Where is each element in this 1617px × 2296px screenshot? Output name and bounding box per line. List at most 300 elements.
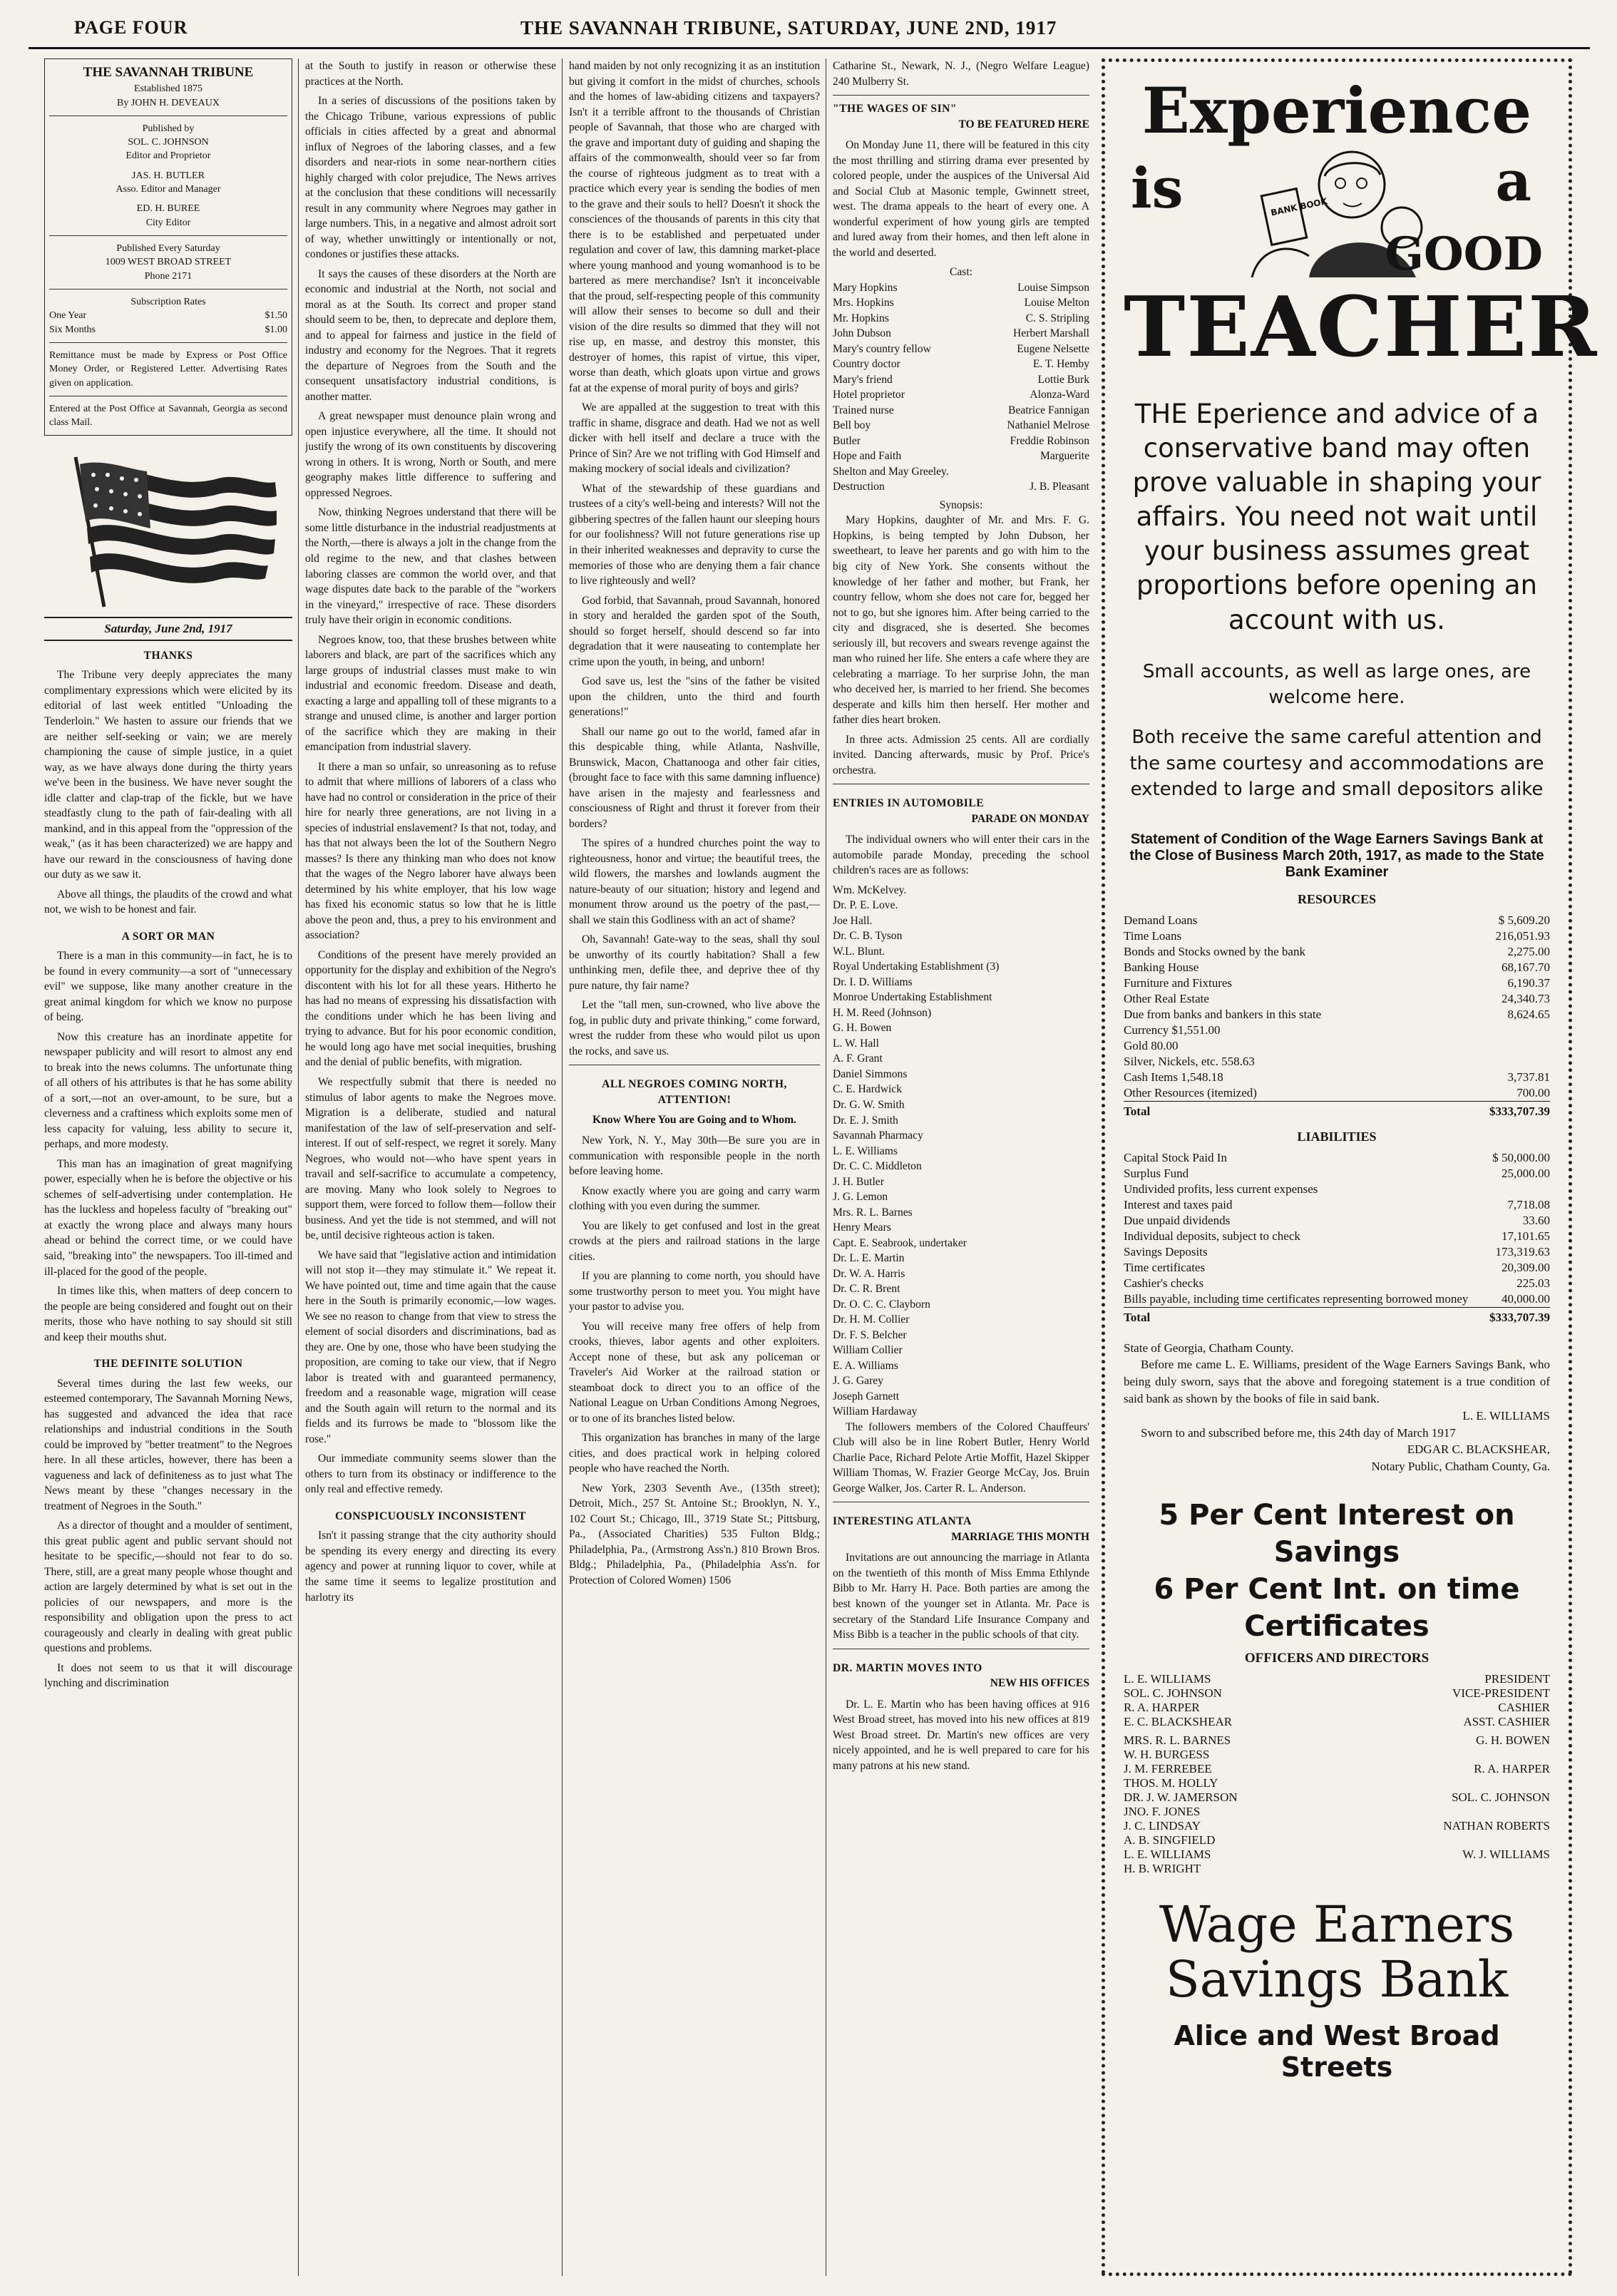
cast-list: [833, 280, 1089, 495]
cast-role: Destruction: [833, 481, 885, 493]
liability-value: 33.60: [1522, 1213, 1550, 1227]
resource-row: [1124, 944, 1550, 960]
liability-label: Individual deposits, subject to check: [1124, 1229, 1300, 1243]
resource-value: 700.00: [1516, 1085, 1550, 1100]
office-address: 1009 WEST BROAD STREET: [105, 257, 232, 268]
synopsis-heading: Synopsis:: [939, 498, 983, 511]
resources-total-label: Total: [1124, 1101, 1253, 1119]
resource-label: Bonds and Stocks owned by the bank: [1124, 944, 1305, 958]
director-row: [1124, 1733, 1550, 1748]
parade-entry: Capt. E. Seabrook, undertaker: [833, 1236, 967, 1249]
solution-paragraph: Several times during the last few weeks, our esteemed contemporary, The Savannah Morning News, has suggested and advanced the idea that race relationships and industrial conditions in the South could be improved by "better treatment" to the Negroes here. In all these articles, however, there has been a vagueness and lack of definiteness as to just what The News meant by these "changes necessary in the treatment of Negroes in the South.": [44, 1377, 292, 1512]
american-flag-icon: [54, 443, 282, 614]
parade-entry: William Collier: [833, 1344, 903, 1357]
director-row: [1124, 1833, 1550, 1847]
resource-row: [1124, 975, 1550, 991]
sort-of-man-heading: A SORT OR MAN: [121, 930, 215, 943]
liability-label: Surplus Fund: [1124, 1166, 1189, 1180]
bank-book-label: BANK BOOK: [1270, 196, 1329, 218]
liability-row: [1124, 1229, 1550, 1244]
director-name: J. M. FERREBEE: [1124, 1761, 1212, 1775]
parade-entry: Wm. McKelvey.: [833, 883, 907, 896]
office-phone: Phone 2171: [144, 270, 192, 282]
ad-body-copy: THE Eperience and advice of a conservative band may often prove valuable in shaping your affairs. You need not wait until your business assumes great proportions before opening an account with us.: [1132, 399, 1541, 635]
resource-value: 3,737.81: [1507, 1070, 1550, 1084]
resource-label: Currency $1,551.00: [1124, 1023, 1221, 1037]
liabilities-total-label: Total: [1124, 1307, 1253, 1326]
assoc-editor: JAS. H. BUTLER: [132, 170, 205, 181]
liability-label: Bills payable, including time certificates representing borrowed money: [1124, 1291, 1469, 1306]
director-name: MRS. R. L. BARNES: [1124, 1733, 1231, 1747]
editorial-paragraph: hand maiden by not only recognizing it as an institution but giving it comfort in the midst of churches, schools and the homes of law-abiding citizens and taxpayers? Isn't it a terrible affront to the thousands of Christian people of Savannah, that those who are charged with the grave and important duty of guiding and shaping the affairs of the commonwealth, should veer so far from the course of righteous judgment as to treat with a practice which every year is sending the bodies of men to the grave and their souls to hell? Doesn't it shock the consciences of the thousands of parents in this city that there is to be established and perpetuated under regulation and cover of law, this damning market-place where young manhood and young womanhood is to be bartered as mere merchandise? Isn't it inconceivable that the proud, self-respecting people of this community will allow their senses to become so dull and their vision of the dire results so dimmed that they will not rise up, en masse, and destroy this monster, this destroyer of homes, this rapist of virtue, this viper, worse than death, which gloats upon virtue and grows fat at the expense of moral purity of boys and girls?: [569, 60, 820, 394]
advice-paragraph: New York, N. Y., May 30th—Be sure you are in communication with responsible people in the north before leaving home.: [569, 1134, 820, 1178]
cast-actor: Herbert Marshall: [1013, 327, 1089, 340]
editorial-paragraph: Now, thinking Negroes understand that there will be some little disturbance in the industrial readjustments at the North,—there is always a jolt in the change from the old regime to the new, and that clashes between laboring classes are common the world over, and that wage disputes date back to the parable of the "workers in the vineyard," irrespective of race. These disorders truly have their origin in economic conditions.: [305, 506, 556, 627]
advice-paragraph: Know exactly where you are going and carry warm clothing with you even during the summer.: [569, 1184, 820, 1213]
resource-label: Due from banks and bankers in this state: [1124, 1007, 1322, 1021]
cast-row: [833, 342, 1089, 357]
synopsis-paragraph: In three acts. Admission 25 cents. All are cordially invited. Dancing afterwards, music by Prof. Price's orchestra.: [833, 733, 1089, 777]
liability-label: Time certificates: [1124, 1260, 1206, 1274]
liability-label: Due unpaid dividends: [1124, 1213, 1231, 1227]
editorial-paragraph: In a series of discussions of the positions taken by the Chicago Tribune, various expressions of public officials in cities affected by a great and abnormal influx of Negroes of the laboring classes, and a few disorders and near-riots in some near-northern cities highly charged with color prejudice, The News arrives at the conclusion that these conditions will necessarily result in any community where Negroes may gather in large numbers. This, in a negative and almost adroit sort of way, whether unwittingly or intentionally or not, condones or justifies these attacks.: [305, 95, 556, 261]
liability-label: Cashier's checks: [1124, 1276, 1204, 1290]
resource-value: 216,051.93: [1495, 928, 1550, 943]
oath-block: [1124, 1340, 1550, 1475]
officer-row: [1124, 1715, 1550, 1729]
director-name: SOL. C. JOHNSON: [1452, 1790, 1550, 1804]
resource-label: Gold 80.00: [1124, 1038, 1179, 1052]
rate-label: Six Months: [49, 324, 96, 335]
cast-row: [833, 434, 1089, 449]
paper-name: THE SAVANNAH TRIBUNE: [83, 65, 254, 80]
publisher: SOL. C. JOHNSON: [128, 137, 209, 148]
resource-row: [1124, 1085, 1550, 1101]
editorial-paragraph: We are appalled at the suggestion to treat with this traffic in shame, disgrace and death. Had we not as well dicker with hell itself and declare a truce with the Prince of Sin? Are we not trifling with God Himself and making mockery of social ideals and civilization?: [569, 401, 820, 476]
liability-label: Savings Deposits: [1124, 1244, 1208, 1259]
sort-paragraph: Now this creature has an inordinate appetite for newspaper publicity and will resort to almost any end to break into the news columns. The unfortunate thing of all others of his attributes is that he has some ability of a sort,—not an over-amount, to be sure, but a cleverness and a craftiness which exploits some men of less capacity for valuing, less ability to secure it, perhaps, and more modesty.: [44, 1030, 292, 1151]
liabilities-total: $333,707.39: [1253, 1307, 1550, 1326]
oath-sworn: Sworn to and subscribed before me, this 24th day of March 1917: [1141, 1425, 1456, 1440]
cast-row: [833, 479, 1089, 495]
director-row: [1124, 1805, 1550, 1819]
director-name: JNO. F. JONES: [1124, 1804, 1201, 1818]
wages-of-sin-heading: "THE WAGES OF SIN": [833, 103, 958, 116]
liability-label: Capital Stock Paid In: [1124, 1150, 1227, 1164]
liability-row: [1124, 1197, 1550, 1213]
cast-row: [833, 403, 1089, 419]
parade-entry: L. E. Williams: [833, 1144, 898, 1157]
oath-county: State of Georgia, Chatham County.: [1124, 1341, 1294, 1355]
ad-word-a: a: [1495, 149, 1531, 214]
resource-value: [1458, 1054, 1550, 1070]
resource-label: Time Loans: [1124, 928, 1182, 943]
liabilities-heading: LIABILITIES: [1297, 1129, 1377, 1144]
director-name: G. H. BOWEN: [1476, 1733, 1550, 1747]
editorial-paragraph: God forbid, that Savannah, proud Savannah, honored in story and heralded the garden spot of the South, should so forget herself, should descend so far into degradation that it were nauseating to contemplate her crime upon the youth, in being, and unborn!: [569, 594, 820, 668]
thanks-paragraph: The Tribune very deeply appreciates the many complimentary expressions which were elicited by its editorial of last week entitled "Unloading the Tenderloin." We hasten to assure our friends that we are neither self-seeking or vain; we are merely championing the cause of simple justice, in a quiet way, as we have always done during the thirty years we've been in the business. We have never sought the idle clatter and clap-trap of the fickle, but we have steadfastly clung to the path of fair-dealing with all mankind, and in this appeal from the "oppression of the weak," (as it has been characterized) we are happy and have our reward in the consciousness of having done our duty as we saw it.: [44, 669, 292, 881]
column-2: [305, 58, 556, 2276]
page-header: [29, 4, 1590, 49]
parade-entry: Dr. H. M. Collier: [833, 1313, 910, 1326]
liability-row: [1124, 1276, 1550, 1291]
liability-row: [1124, 1291, 1550, 1307]
martin-paragraph: Dr. L. E. Martin who has been having offices at 916 West Broad street, has moved into his new offices at 819 West Broad street. Dr. Martin's new offices are very nicely appointed, and he is well prepared to care for his many patrons at his new stand.: [833, 1698, 1089, 1772]
entry-note: Entered at the Post Office at Savannah, Georgia as second class Mail.: [49, 403, 287, 429]
cast-role: Mary's country fellow: [833, 342, 931, 355]
director-name: J. C. LINDSAY: [1124, 1818, 1201, 1833]
liability-value: $ 50,000.00: [1492, 1150, 1550, 1164]
sort-paragraph: This man has an imagination of great magnifying power, especially when he is before the objective or his schemes of self-advertising under contemplation. He has the luckless and hopeless faculty of "breaking out" at exactly the wrong place and always many hours ahead or behind the correct time, or we could have said, "breaking into" the newspapers. Too ill-timed and ill-placed for the good of the people.: [44, 1157, 292, 1278]
parade-entry-list: [833, 883, 1089, 1420]
cast-row: [833, 387, 1089, 403]
director-row: [1124, 1862, 1550, 1876]
editorial-paragraph: We have said that "legislative action and intimidation will not stop it—they may stimulate it." We repeat it. We have pointed out, time and time again that the cause here in the South is primarily economic,—low wages. We see no reason to change from that view to stress the element of social disorders and discriminations, bad as they are. One by one, those who have been studying the proposition, are coming to take our view, that if Negro labor is treated with and guaranteed permanency, freedom and a reasonable wage, migration will cease and the South again will return to the normal and its fields and its furrows be made to "blossom like the rose.": [305, 1249, 556, 1445]
ad-word-is: is: [1131, 156, 1184, 221]
address-continued: Catharine St., Newark, N. J., (Negro Welfare League) 240 Mulberry St.: [833, 60, 1089, 88]
officer-name: SOL. C. JOHNSON: [1124, 1686, 1222, 1700]
editorial-paragraph: A great newspaper must denounce plain wrong and open injustice everywhere, all the time. It should not justify the wrong of its own constituents by discovering wrong in others. It is wrong, North or South, and mere geography makes little difference to suffering and oppressed Negroes.: [305, 410, 556, 499]
martin-heading: DR. MARTIN MOVES INTO: [833, 1661, 982, 1674]
wages-of-sin-subheading: TO BE FEATURED HERE: [958, 118, 1089, 130]
issue-date-caption: Saturday, June 2nd, 1917: [44, 617, 292, 640]
resource-value: 2,275.00: [1507, 944, 1550, 958]
parade-entry: Dr. I. D. Williams: [833, 975, 913, 988]
resource-value: 68,167.70: [1502, 960, 1550, 974]
parade-entry: J. G. Garey: [833, 1375, 884, 1388]
savings-interest-rate: 5 Per Cent Interest on Savings: [1159, 1498, 1515, 1569]
parade-entry: Dr. F. S. Belcher: [833, 1328, 907, 1341]
cast-role: Butler: [833, 434, 861, 447]
cast-role: Mrs. Hopkins: [833, 297, 894, 309]
officer-row: [1124, 1672, 1550, 1686]
cast-actor: Louise Melton: [1024, 297, 1089, 309]
ad-word-good: GOOD: [1385, 227, 1543, 281]
drama-paragraph: On Monday June 11, there will be featured in this city the most thrilling and stirring drama ever presented by colored people, under the auspices of the Universal Aid and Social Club at Masonic temple, Gwinnett street, west. The drama appeals to the heart of every one. A wonderful experiment of how young girls are tempted and lured away from their homes, and then left alone in the world and deserted.: [833, 139, 1089, 259]
parade-entry: A. F. Grant: [833, 1052, 883, 1065]
thanks-heading: THANKS: [143, 649, 193, 662]
parade-entry: Dr. E. J. Smith: [833, 1114, 898, 1127]
bank-name-line-1: Wage Earners: [1159, 1895, 1515, 1954]
resource-value: 6,190.37: [1507, 975, 1550, 990]
cast-role: Mary Hopkins: [833, 281, 898, 294]
parade-entry: L. W. Hall: [833, 1037, 879, 1050]
resource-row: [1124, 1054, 1550, 1070]
column-1: [44, 58, 292, 2276]
cast-role: Hope and Faith: [833, 450, 902, 463]
parade-entry: J. H. Butler: [833, 1175, 884, 1188]
parade-entry: Joseph Garnett: [833, 1390, 900, 1403]
editorial-paragraph: It there a man so unfair, so unreasoning as to refuse to admit that where millions of laborers of a class who have had no control or consideration in the price of their hire for nearly three generations, are not living in a species of industrial enslavement? Is that not, today, and has that not always been the lot of the Southern Negro masses? Is there any thinking man who does not know that the wages of the Negro laborer have always been determined by his white employer, that his low wage has fixed his economic status so low that he is little above the peon and, thus, a prey to his environment and association?: [305, 760, 556, 942]
liability-label: Undivided profits, less current expenses: [1124, 1182, 1318, 1196]
bank-address: Alice and West Broad Streets: [1174, 2019, 1500, 2083]
officers-heading: OFFICERS AND DIRECTORS: [1244, 1650, 1429, 1666]
column-rule: [562, 58, 563, 2276]
bank-advertisement: [1102, 58, 1598, 2276]
parade-entry: Dr. C. B. Tyson: [833, 930, 903, 943]
editorial-paragraph: Shall our name go out to the world, famed afar in this despicable thing, while Atlanta, Nashville, Brunswick, Macon, Chattanooga and other fair cities, (brought face to face with this same damning influence) have arisen in the majesty and fearlessness and consciousness of Right and thrust it forever from their borders?: [569, 725, 820, 830]
paper-dateline: THE SAVANNAH TRIBUNE, SATURDAY, JUNE 2ND, 1917: [520, 17, 1057, 39]
staff-box: [44, 58, 292, 436]
officer-row: [1124, 1686, 1550, 1701]
parade-entry: Dr. W. A. Harris: [833, 1267, 905, 1280]
parade-entry: Henry Mears: [833, 1221, 891, 1234]
liability-row: [1124, 1150, 1550, 1166]
inconsistent-heading: CONSPICUOUSLY INCONSISTENT: [335, 1510, 526, 1522]
parade-entry: Dr. C. R. Brent: [833, 1283, 900, 1296]
liability-row: [1124, 1213, 1550, 1229]
parade-entry: Dr. G. W. Smith: [833, 1099, 905, 1111]
liability-value: 17,101.65: [1502, 1229, 1550, 1243]
director-row: [1124, 1776, 1550, 1790]
liability-row: [1124, 1166, 1550, 1182]
ad-headline-experience: Experience: [1141, 73, 1532, 148]
cast-actor: Marguerite: [1040, 450, 1089, 463]
statement-heading: Statement of Condition of the Wage Earners Savings Bank at the Close of Business March 20th, 1917, as made to the State Bank Examiner: [1129, 831, 1544, 880]
editorial-paragraph: Negroes know, too, that these brushes between white laborers and black, are part of the sacrifices which any large groups of industrial classes must make to win industrial and economic freedom. Disease and death, exacting a large and appalling toll of these migrants to a strange and unused clime, is another and larger portion of the sacrifice which they are making in their emancipation from industrial slavery.: [305, 633, 556, 754]
parade-entry: Dr. L. E. Martin: [833, 1252, 905, 1265]
ad-small-accounts: Small accounts, as well as large ones, are welcome here.: [1142, 660, 1531, 709]
cast-row: [833, 449, 1089, 464]
parade-entry: Savannah Pharmacy: [833, 1129, 923, 1142]
resource-label: Other Real Estate: [1124, 991, 1209, 1005]
atlanta-subheading: MARRIAGE THIS MONTH: [951, 1530, 1089, 1543]
resource-label: Demand Loans: [1124, 913, 1198, 927]
editorial-paragraph: We respectfully submit that there is needed no stimulus of labor agents to make the Negroes move. Migration is a deliberate, studied and natural manifestation of the law of self-preservation and self-interest. If out of self-respect, we regret it sorely. Many Negroes, who would not—who have spent years in travail and self-sacrifice to accumulate a competency, are moving. Many who look solely to Negroes to support them, were forced to follow them—follow their business. And yet the tide is not stemmed, and will not be, until decisive righteous action is taken.: [305, 1076, 556, 1242]
editorial-paragraph: The spires of a hundred churches point the way to righteousness, honor and virtue; the beautiful trees, the wild flowers, the marshes and lowlands augment the nature-beauty of our situation; history and legend and monument throw around us the poetry of the past,—shall we stain this Godliness with an act of shame?: [569, 837, 820, 926]
cast-role: Mary's friend: [833, 373, 893, 386]
cast-row: [833, 372, 1089, 388]
cast-actor: Freddie Robinson: [1010, 434, 1089, 447]
sort-paragraph: There is a man in this community—in fact, he is to be found in every community—a sort of "unnecessary evil" we suppose, like many another creature in the great animal kingdom for which we know no purpose of being.: [44, 950, 292, 1024]
director-name: DR. J. W. JAMERSON: [1124, 1790, 1238, 1804]
resource-value: $ 5,609.20: [1498, 913, 1550, 927]
cast-actor: Eugene Nelsette: [1017, 342, 1089, 355]
resource-label: Banking House: [1124, 960, 1199, 974]
advice-paragraph: If you are planning to come north, you should have some trustworthy person to meet you. You might have your pastor to advise you.: [569, 1270, 820, 1313]
liability-label: Interest and taxes paid: [1124, 1197, 1233, 1211]
director-name: THOS. M. HOLLY: [1124, 1775, 1218, 1790]
ad-headline-teacher: TEACHER: [1124, 279, 1598, 376]
solution-paragraph: As a director of thought and a moulder of sentiment, this great public agent and public servant should not hesitate to be specific,—should not fear to do so. There, still, are a great many people whose thought and action are largely determined by what is set out in the policies of our newspapers, and more is the responsibility and obligation upon the press to act courageously and clearly in dealing with great public questions and problems.: [44, 1519, 292, 1655]
certificate-interest-rate: 6 Per Cent Int. on time Certificates: [1154, 1572, 1520, 1643]
rate-value: $1.00: [265, 324, 287, 335]
resource-row: [1124, 928, 1550, 944]
definite-solution-heading: THE DEFINITE SOLUTION: [93, 1358, 243, 1370]
director-row: [1124, 1790, 1550, 1805]
cast-row: [833, 295, 1089, 311]
cast-actor: E. T. Hemby: [1032, 358, 1089, 371]
cast-role: Mr. Hopkins: [833, 312, 889, 324]
liability-value: 20,309.00: [1502, 1260, 1550, 1274]
cast-role: Trained nurse: [833, 404, 894, 416]
cast-actor: Alonza-Ward: [1030, 389, 1089, 401]
resource-label: Furniture and Fixtures: [1124, 975, 1233, 990]
city-editor-title: City Editor: [145, 217, 191, 228]
resource-row: [1124, 913, 1550, 928]
editorial-paragraph: Our immediate community seems slower than the others to turn from its obstinacy or indifference to the only real and effective remedy.: [305, 1452, 556, 1496]
parade-entry: C. E. Hardwick: [833, 1083, 903, 1096]
liability-value: 225.03: [1516, 1276, 1550, 1290]
advice-paragraph: New York, 2303 Seventh Ave., (135th street); Detroit, Mich., 257 St. Antoine St.; Brooklyn, N. Y., 102 Court St.; Chicago, Ill., 3719 State St.; Pittsburg, Pa., (Associated Charities) 535 Fulton Bldg.; Philadelphia, Pa., (Armstrong Ass'n.) 810 Brown Bros. Bldg.; Philadelphia, Pa., (Philadelphia Ass'n. for Protection of Colored Women) 1506: [569, 1482, 820, 1587]
solution-paragraph: It does not seem to us that it will discourage lynching and discrimination: [44, 1661, 292, 1690]
resource-row: [1124, 1038, 1550, 1054]
editorial-paragraph: God save us, lest the "sins of the father be visited upon the children, unto the third and fourth generations!": [569, 675, 820, 719]
officer-name: E. C. BLACKSHEAR: [1124, 1714, 1233, 1728]
parade-entry: Monroe Undertaking Establishment: [833, 991, 992, 1004]
cast-role: Shelton and May Greeley.: [833, 465, 949, 478]
resource-value: [1458, 1023, 1550, 1038]
cast-actor: Louise Simpson: [1017, 281, 1089, 294]
synopsis-paragraph: Mary Hopkins, daughter of Mr. and Mrs. F. G. Hopkins, is being tempted by John Dubson, her sweetheart, to leave her parents and go with him to the big city of New York. She consents without the knowledge of her father and mother, but Frank, her country fellow, whom she does not care for, begged her not to go, but she ignores him. After being carried to the city and disgraced, she is deserted. She becomes seriously ill, but recovers and swears revenge against the man who ruined her life. She enters a cafe where they are celebrating a marriage. To her surprise John, the man who deceived her, is married to her friend. She becomes desperate and kills him then herself. Her mother and father dies heart broken.: [833, 514, 1089, 727]
liability-value: 40,000.00: [1502, 1291, 1550, 1306]
cast-row: [833, 357, 1089, 372]
resources-heading: RESOURCES: [1297, 891, 1377, 906]
liability-value: 173,319.63: [1495, 1244, 1550, 1259]
resource-value: [1458, 1038, 1550, 1054]
officer-title: ASST. CASHIER: [1463, 1714, 1550, 1728]
liabilities-table: [1124, 1150, 1550, 1307]
notary-title: Notary Public, Chatham County, Ga.: [1371, 1460, 1550, 1474]
liability-value: 7,718.08: [1507, 1197, 1550, 1211]
published-by: Published by: [142, 123, 195, 134]
parade-entry: Royal Undertaking Establishment (3): [833, 960, 1000, 973]
officer-name: R. A. HARPER: [1124, 1700, 1200, 1714]
officer-row: [1124, 1701, 1550, 1715]
parade-entry: H. M. Reed (Johnson): [833, 1006, 932, 1019]
city-editor: ED. H. BUREE: [136, 203, 200, 215]
liability-value: [1489, 1182, 1550, 1197]
cast-actor: J. B. Pleasant: [1029, 481, 1089, 493]
cast-heading: Cast:: [949, 266, 973, 279]
established: Established 1875: [133, 83, 203, 95]
director-row: [1124, 1762, 1550, 1776]
negroes-north-heading: ALL NEGROES COMING NORTH, ATTENTION!: [602, 1078, 787, 1106]
page-number: PAGE FOUR: [74, 17, 188, 38]
cast-row: [833, 311, 1089, 327]
bank-name-line-2: Savings Bank: [1165, 1949, 1509, 2009]
resource-row: [1124, 1023, 1550, 1038]
parade-entry: William Hardaway: [833, 1405, 918, 1418]
founder: By JOHN H. DEVEAUX: [117, 97, 220, 108]
resource-value: 8,624.65: [1507, 1007, 1550, 1021]
rates-heading: Subscription Rates: [130, 296, 206, 307]
cast-row: [833, 464, 1089, 480]
liability-row: [1124, 1260, 1550, 1276]
notary-name: EDGAR C. BLACKSHEAR,: [1407, 1442, 1550, 1457]
parade-entry: G. H. Bowen: [833, 1022, 892, 1035]
director-name: L. E. WILLIAMS: [1124, 1847, 1211, 1861]
advice-paragraph: This organization has branches in many of the large cities, and does practical work in helping colored people who have reached the North.: [569, 1432, 820, 1475]
negroes-north-subheading: Know Where You are Going and to Whom.: [592, 1113, 796, 1126]
parade-entry: E. A. Williams: [833, 1359, 898, 1372]
cast-row: [833, 418, 1089, 434]
parade-entry: W.L. Blunt.: [833, 945, 885, 958]
editorial-paragraph: Conditions of the present have merely provided an opportunity for the display and exhibition of the Negro's discontent with his lot for all these years. Hitherto he has had no means of expressing his dissatisfaction with the conditions under which he has been living and trying to advance. But for his poor economic condition, he would long ago have met social inequities, brushing and the denial of public benefits, with migration.: [305, 948, 556, 1069]
resource-value: 24,340.73: [1502, 991, 1550, 1005]
remittance-note: Remittance must be made by Express or Post Office Money Order, or Registered Letter. Advertising Rates given on application.: [49, 349, 287, 389]
director-row: [1124, 1748, 1550, 1762]
sort-paragraph: In times like this, when matters of deep concern to the people are being considered and fought out on their merits, those who have nothing to say should sit still and keep their mouths shut.: [44, 1285, 292, 1343]
director-name: NATHAN ROBERTS: [1443, 1818, 1550, 1833]
thanks-paragraph: Above all things, the plaudits of the crowd and what not, we wish to be honest and fair.: [44, 888, 292, 916]
advice-paragraph: You are likely to get confused and lost in the great crowds at the piers and railroad stations in the large cities.: [569, 1219, 820, 1263]
resource-label: Other Resources (itemized): [1124, 1085, 1257, 1100]
director-row: [1124, 1847, 1550, 1862]
cast-role: Hotel proprietor: [833, 389, 905, 401]
advice-paragraph: You will receive many free offers of help from crooks, thieves, labor agents and other exploiters. Accept none of these, but ask any policeman or Traveler's Aid Worker at the railroad station or steamboat dock to direct you to an office of the National League on Urban Conditions Among Negroes, or to one of its branches listed below.: [569, 1320, 820, 1425]
column-3: [569, 58, 820, 2276]
marriage-paragraph: Invitations are out announcing the marriage in Atlanta on the twentieth of this month of Miss Emma Ethlynde Bibb to Mr. Harry H. Pace. Both parties are among the best known of the younger set in Atlanta. Mr. Pace is secretary of the Standard Life Insurance Company and Miss Bibb is a teacher in the public schools of that city.: [833, 1552, 1089, 1641]
officer-title: PRESIDENT: [1484, 1671, 1550, 1686]
editorial-paragraph: It says the causes of these disorders at the North are economic and industrial at the North, not social and moral as at the South. Its correct and proper stand should seem to be, then, to deprecate and deplore them, and to appeal for fairness and justice in the field of industry and economy for the Negroes. That it regrets the departure of Negroes from the South and the consequent unsatisfactory industrial conditions, is another matter.: [305, 267, 556, 403]
editorial-paragraph: at the South to justify in reason or otherwise these practices at the North.: [305, 60, 556, 88]
editorial-paragraph: What of the stewardship of these guardians and trustees of a city's well-being and interests? Will not the gibbering spectres of the fallen haunt our sleeping hours for our foolishness? Will not future generations rise up in their inherited weaknesses and depravity to curse the memories of those who are denying them a fair chance to live righteously and well?: [569, 482, 820, 588]
director-name: R. A. HARPER: [1474, 1761, 1550, 1775]
resource-row: [1124, 1070, 1550, 1085]
director-row: [1124, 1819, 1550, 1833]
ad-courtesy-note: Both receive the same careful attention and the same courtesy and accommodations are extended to large and small depositors alike: [1129, 727, 1544, 801]
liability-value: 25,000.00: [1502, 1166, 1550, 1180]
auto-parade-heading: ENTRIES IN AUTOMOBILE: [833, 797, 985, 810]
director-name: W. H. BURGESS: [1124, 1747, 1210, 1761]
resource-row: [1124, 991, 1550, 1007]
director-name: W. J. WILLIAMS: [1462, 1847, 1550, 1861]
inconsistent-paragraph: Isn't it passing strange that the city authority should be spending its every energy and directing its every agency and power at running liquor to cover, while at the same time it seems to legalize prostitution and harlotry its: [305, 1529, 556, 1604]
cast-role: Country doctor: [833, 358, 900, 371]
parade-entry: Dr. O. C. C. Clayborn: [833, 1298, 930, 1311]
officer-title: VICE-PRESIDENT: [1452, 1686, 1550, 1700]
oath-signature: L. E. WILLIAMS: [1462, 1408, 1550, 1423]
cast-actor: Lottie Burk: [1037, 373, 1089, 386]
editorial-paragraph: Let the "tall men, sun-crowned, who live above the fog, in public duty and private thinking," come forward, wrest the rudder from these who would pilot us upon the rocks, and save us.: [569, 999, 820, 1057]
cast-role: Bell boy: [833, 419, 871, 432]
resources-total: $333,707.39: [1253, 1101, 1550, 1119]
atlanta-heading: INTERESTING ATLANTA: [833, 1515, 972, 1528]
parade-entry: Joe Hall.: [833, 914, 873, 927]
director-name: H. B. WRIGHT: [1124, 1861, 1201, 1875]
cast-role: John Dubson: [833, 327, 891, 340]
chauffeurs-paragraph: The followers members of the Colored Chauffeurs' Club will also be in line Robert Butler, Henry World Charlie Pace, Richard Pelote Artie Moffit, Hazel Skipper William Thomas, W. Frazier George McCay, Jos. Bruin George Walker, Jos. Carter R. L. Anderson.: [833, 1420, 1089, 1495]
parade-entry: Mrs. R. L. Barnes: [833, 1206, 913, 1219]
director-name: A. B. SINGFIELD: [1124, 1833, 1216, 1847]
assoc-editor-title: Asso. Editor and Manager: [115, 184, 221, 195]
parade-entry: Daniel Simmons: [833, 1067, 908, 1080]
liability-row: [1124, 1182, 1550, 1197]
cast-actor: C. S. Stripling: [1025, 312, 1089, 324]
cast-row: [833, 326, 1089, 342]
resource-row: [1124, 960, 1550, 975]
resources-table: [1124, 913, 1550, 1101]
resource-label: Cash Items 1,548.18: [1124, 1070, 1223, 1084]
cast-actor: Beatrice Fannigan: [1008, 404, 1089, 416]
resource-row: [1124, 1007, 1550, 1023]
column-4: [833, 58, 1089, 2276]
officer-list: [1124, 1672, 1550, 1729]
cast-actor: Nathaniel Melrose: [1007, 419, 1089, 432]
auto-parade-subheading: PARADE ON MONDAY: [971, 812, 1089, 825]
pub-frequency: Published Every Saturday: [116, 243, 220, 255]
resource-label: Silver, Nickels, etc. 558.63: [1124, 1054, 1255, 1068]
parade-entry: Dr. P. E. Love.: [833, 899, 898, 912]
oath-text: Before me came L. E. Williams, president of the Wage Earners Savings Bank, who being duly sworn, says that the above and foregoing statement is a true condition of said bank as shown by the books of file in said bank.: [1124, 1358, 1550, 1405]
parade-paragraph: The individual owners who will enter their cars in the automobile parade Monday, preceding the school children's races are as follows:: [833, 834, 1089, 877]
editorial-paragraph: Oh, Savannah! Gate-way to the seas, shall thy soul be unworthy of its courtly habitation? Shall a few unthinking men, defile thee, and deprive thee of thy pure nature, thy fair name?: [569, 933, 820, 992]
cast-row: [833, 280, 1089, 296]
publisher-title: Editor and Proprietor: [125, 150, 211, 162]
officer-name: L. E. WILLIAMS: [1124, 1671, 1211, 1686]
liability-row: [1124, 1244, 1550, 1260]
